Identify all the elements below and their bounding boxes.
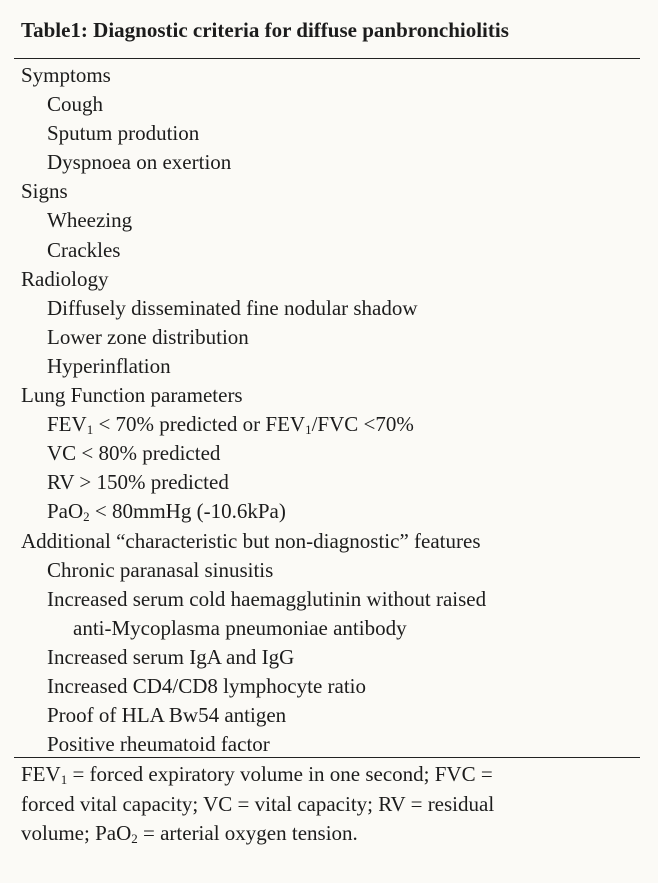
- bottom-rule: [14, 757, 640, 758]
- section-heading-signs: Signs: [21, 179, 68, 204]
- criterion-item: Chronic paranasal sinusitis: [47, 557, 274, 582]
- section-heading-symptoms: Symptoms: [21, 63, 111, 87]
- criterion-item: Cough: [47, 92, 104, 117]
- section-heading-lung-function: Lung Function parameters: [21, 383, 243, 408]
- table-footnote: [21, 760, 631, 849]
- criterion-item: Increased CD4/CD8 lymphocyte ratio: [47, 673, 366, 698]
- criterion-item-pao2: PaO$_2$ < 80mmHg (-10.6kPa): [47, 499, 286, 525]
- criterion-item: Wheezing: [47, 208, 133, 233]
- footnote-line: $FEV_1$ = forced expiratory volume in one second; FVC =: [21, 762, 493, 787]
- top-rule: [14, 58, 640, 59]
- criterion-item: Positive rheumatoid factor: [47, 732, 270, 757]
- criterion-item-vc: VC < 80% predicted: [47, 441, 221, 466]
- criterion-item: Diffusely disseminated fine nodular shadow: [47, 295, 418, 320]
- criterion-item: Proof of HLA Bw54 antigen: [47, 703, 287, 728]
- criterion-item-continuation: anti-Mycoplasma pneumoniae antibody: [73, 615, 407, 640]
- criteria-table: [21, 61, 641, 759]
- criterion-item: Increased serum cold haemagglutinin without raised: [47, 586, 487, 611]
- table-title: Table1: Diagnostic criteria for diffuse panbronchiolitis: [21, 18, 509, 42]
- criterion-item: Lower zone distribution: [47, 324, 249, 349]
- criterion-item: Sputum prodution: [47, 121, 200, 146]
- criterion-item: Dyspnoea on exertion: [47, 150, 232, 175]
- section-heading-radiology: Radiology: [21, 266, 109, 291]
- criterion-item: Increased serum IgA and IgG: [47, 644, 295, 669]
- criterion-item-fev1: $FEV_1 < 70\%$ predicted or $FEV_1$/FVC <70%: [47, 412, 414, 438]
- footnote-line: forced vital capacity; VC = vital capacity; RV = residual: [21, 791, 495, 816]
- criterion-item: Hyperinflation: [47, 353, 171, 378]
- footnote-line: volume; PaO$_2$ = arterial oxygen tension.: [21, 821, 358, 846]
- section-heading-additional: Additional “characteristic but non-diagnostic” features: [21, 528, 481, 553]
- criterion-item-rv: RV > 150% predicted: [47, 470, 229, 495]
- criterion-item: Crackles: [47, 237, 121, 262]
